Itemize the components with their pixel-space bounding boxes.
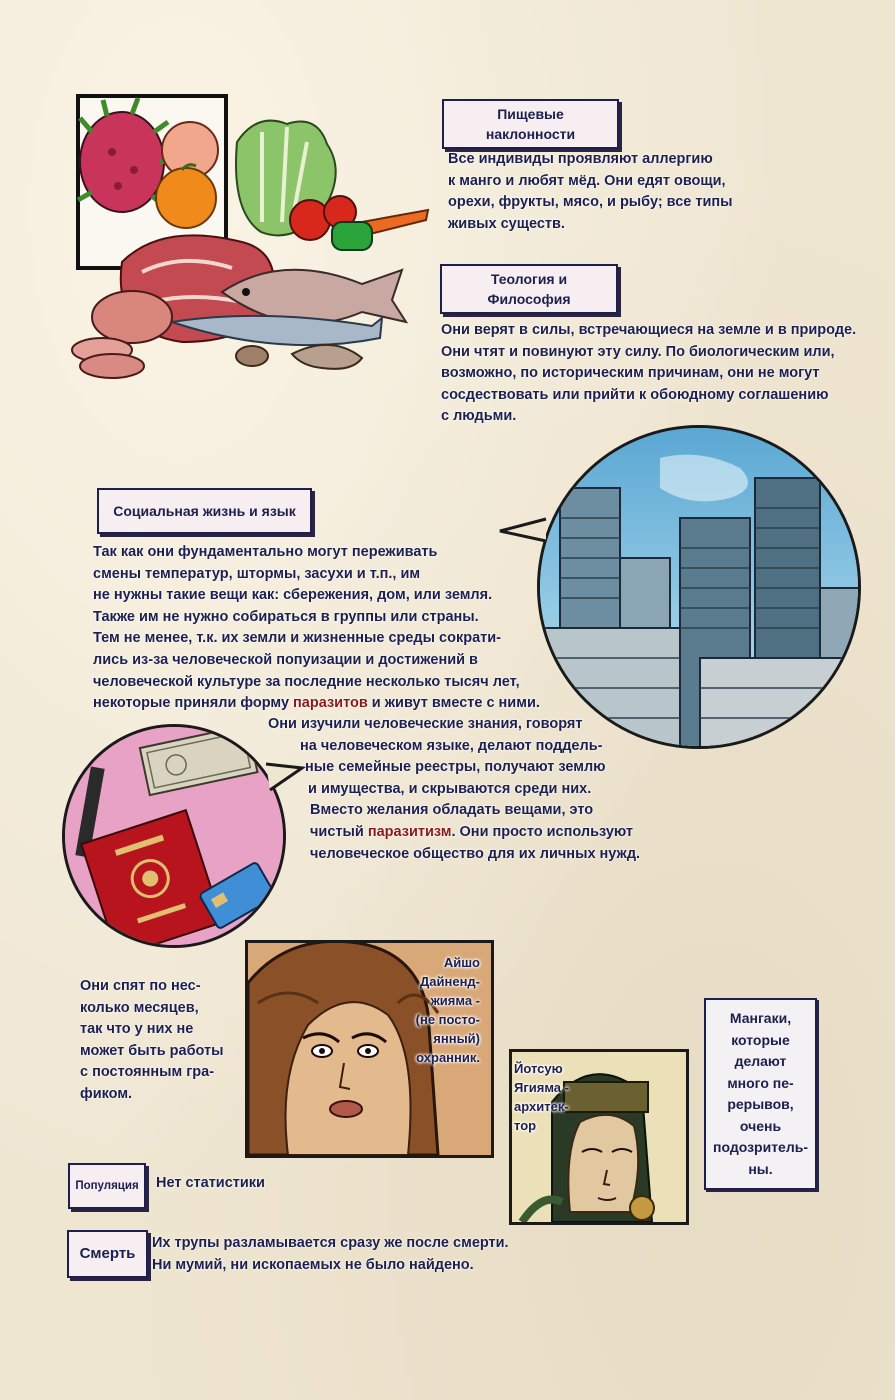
social-line2: Они изучили человеческие знания, говорят bbox=[268, 716, 583, 732]
food-line: к манго и любят мёд. Они едят овощи, bbox=[448, 172, 726, 189]
city-illustration bbox=[537, 425, 861, 749]
social-title-box bbox=[97, 488, 312, 534]
social-line: Тем не менее, т.к. их земли и жизненные среды сократи- bbox=[93, 630, 501, 647]
sleep-line: с постоянным гра- bbox=[80, 1064, 215, 1081]
mangaka-line: очень bbox=[739, 1117, 782, 1134]
mangaka-line: Мангаки, bbox=[729, 1010, 792, 1026]
documents-illustration bbox=[62, 724, 286, 948]
food-title-box bbox=[442, 99, 619, 149]
food-title-line-1: Пищевые bbox=[497, 106, 564, 122]
food-text bbox=[448, 149, 733, 235]
theology-line: Они верят в силы, встречающиеся на земле и в природе. bbox=[441, 322, 857, 338]
social-line-end: человеческое общество для их личных нужд. bbox=[310, 845, 641, 862]
population-value: Нет статистики bbox=[156, 1175, 265, 1191]
yotsuyu-line: тор bbox=[514, 1118, 537, 1133]
sleep-line: фиком. bbox=[80, 1085, 133, 1102]
sleep-line: так что у них не bbox=[80, 1021, 194, 1038]
aisho-line: (не посто- bbox=[415, 1012, 480, 1027]
mangaka-line: ны. bbox=[748, 1160, 773, 1177]
city-bubble-tail bbox=[498, 515, 548, 545]
death-line: Их трупы разламывается сразу же после смерти. bbox=[152, 1235, 509, 1251]
social-line-parasites bbox=[93, 693, 540, 715]
mangaka-line: делают bbox=[734, 1053, 787, 1069]
yotsuyu-caption bbox=[514, 1059, 569, 1135]
sleep-line: колько месяцев, bbox=[80, 999, 199, 1016]
food-illustration bbox=[62, 92, 432, 392]
social-line: человеческой культуре за последние несколько тысяч лет, bbox=[93, 673, 520, 690]
food-title-line-2: наклонности bbox=[485, 126, 576, 142]
theology-line: сосдествовать или прийти к обоюдному соглашению bbox=[441, 386, 829, 403]
death-label-box bbox=[67, 1230, 148, 1278]
aisho-caption bbox=[402, 953, 480, 1067]
aisho-line: охранник. bbox=[416, 1050, 480, 1065]
mangaka-line: много пе- bbox=[727, 1074, 794, 1091]
social-line: Также им не нужно собираться в группы или страны. bbox=[93, 608, 479, 625]
yotsuyu-line: архитек- bbox=[514, 1099, 569, 1114]
theology-line: Они чтят и повинуют эту силу. По биологическим или, bbox=[441, 343, 835, 360]
mangaka-line: которые bbox=[731, 1031, 790, 1048]
social-line-post: и живут вместе с ними. bbox=[367, 695, 540, 712]
aisho-line: янный) bbox=[433, 1031, 480, 1046]
aisho-line: жияма - bbox=[430, 993, 480, 1008]
social-final-pre: чистый bbox=[310, 823, 368, 840]
social-line: Так как они фундаментально могут переживать bbox=[93, 544, 438, 560]
food-line: живых существ. bbox=[448, 215, 565, 232]
social-line: лись из-за человеческой попуизации и достижений в bbox=[93, 651, 478, 668]
sleep-text bbox=[80, 976, 224, 1106]
death-line: Ни мумий, ни ископаемых не было найдено. bbox=[152, 1256, 474, 1273]
theology-line: с людьми. bbox=[441, 408, 517, 425]
parasites-highlight: паразитов bbox=[293, 695, 368, 712]
theology-title-box bbox=[440, 264, 618, 314]
sleep-line: может быть работы bbox=[80, 1042, 224, 1059]
theology-title-line-2: Философия bbox=[487, 291, 571, 307]
yotsuyu-line: Ягияма - bbox=[514, 1080, 569, 1095]
social-line2: Вместо желания обладать вещами, это bbox=[310, 802, 594, 819]
mangaka-line: подозритель- bbox=[713, 1139, 808, 1155]
social-line: смены температур, штормы, засухи и т.п., им bbox=[93, 565, 421, 582]
social-title: Социальная жизнь и язык bbox=[113, 503, 296, 519]
theology-title-line-1: Теология и bbox=[490, 271, 568, 287]
social-line-pre: некоторые приняли форму bbox=[93, 695, 294, 712]
theology-text bbox=[441, 320, 856, 428]
aisho-line: Айшо bbox=[443, 955, 480, 970]
population-label: Популяция bbox=[75, 1180, 139, 1192]
documents-drawing bbox=[65, 727, 283, 945]
theology-line: возможно, по историческим причинам, они не могут bbox=[441, 365, 820, 382]
social-text bbox=[93, 542, 540, 715]
population-label-box bbox=[68, 1163, 146, 1209]
social-line2: и имущества, и скрываются среди них. bbox=[308, 780, 592, 797]
social-line2: на человеческом языке, делают поддель- bbox=[300, 737, 603, 754]
mangaka-note bbox=[704, 998, 817, 1190]
aisho-line: Дайненд- bbox=[420, 974, 480, 989]
mangaka-line: рерывов, bbox=[727, 1096, 794, 1112]
city-drawing bbox=[540, 428, 858, 746]
food-line: Все индивиды проявляют аллергию bbox=[448, 151, 713, 167]
parasitism-highlight: паразитизм bbox=[367, 823, 452, 840]
food-drawing bbox=[62, 92, 432, 392]
sleep-line: Они спят по нес- bbox=[80, 978, 201, 994]
social-text-2 bbox=[268, 714, 688, 865]
death-label: Смерть bbox=[79, 1245, 136, 1262]
death-text bbox=[152, 1233, 509, 1276]
social-line-parasitism bbox=[268, 822, 688, 844]
social-line2: ные семейные реестры, получают землю bbox=[305, 759, 606, 776]
yotsuyu-line: Йотсую bbox=[514, 1061, 563, 1076]
social-final-post: . Они просто используют bbox=[451, 823, 634, 840]
food-line: орехи, фрукты, мясо, и рыбу; все типы bbox=[448, 194, 733, 211]
social-line: не нужны такие вещи как: сбережения, дом, или земля. bbox=[93, 587, 493, 604]
